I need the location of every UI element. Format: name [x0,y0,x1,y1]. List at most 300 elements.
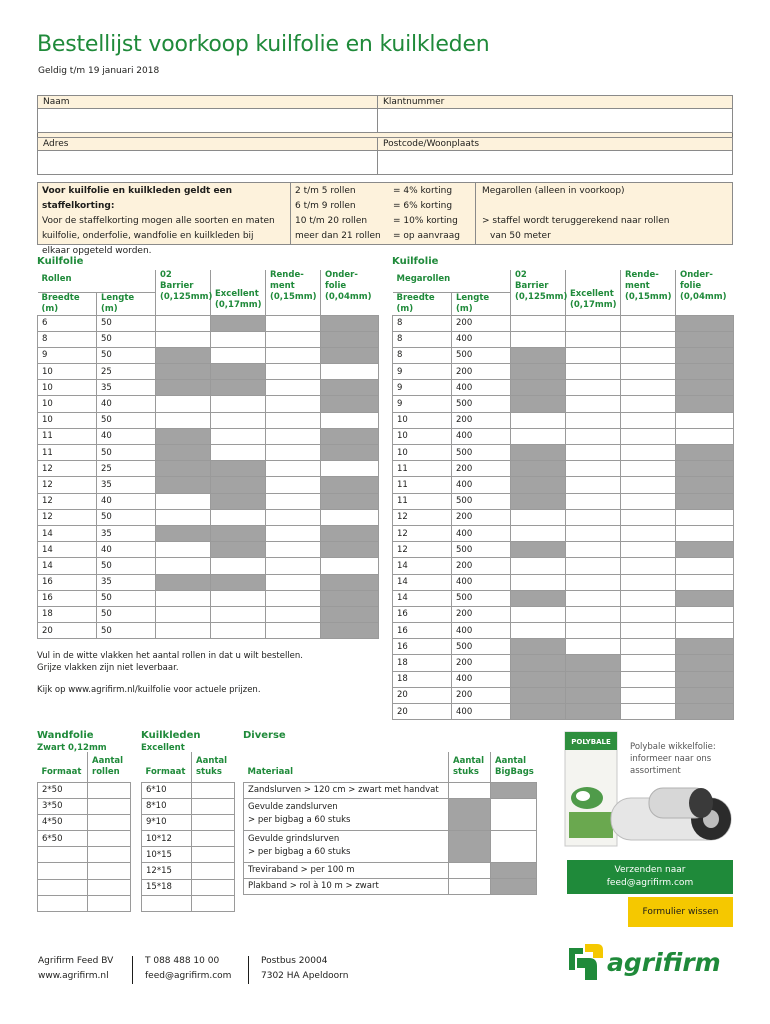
company-email[interactable]: feed@agrifirm.com [145,971,232,981]
quantity-input-cell[interactable] [266,331,321,347]
quantity-input-cell[interactable] [211,347,266,363]
quantity-input-cell[interactable] [676,574,734,590]
postbus: Postbus 20004 [261,956,328,966]
breedte-cell: 16 [393,623,452,639]
quantity-input-cell[interactable] [511,574,566,590]
quantity-input-cell[interactable] [266,477,321,493]
quantity-input-cell[interactable] [621,687,676,703]
quantity-input-cell[interactable] [566,364,621,380]
quantity-input-cell[interactable] [621,525,676,541]
breedte-cell: 16 [38,590,97,606]
breedte-cell: 16 [393,606,452,622]
lengte-cell: 400 [452,380,511,396]
address-field[interactable] [38,151,378,175]
breedte-cell: 11 [393,493,452,509]
unavailable-cell [676,380,734,396]
quantity-input-cell[interactable] [192,814,235,830]
breedte-cell: 9 [393,380,452,396]
quantity-input-cell[interactable] [511,525,566,541]
quantity-input-cell[interactable] [266,380,321,396]
breedte-cell: 12 [38,509,97,525]
quantity-input-cell[interactable] [566,315,621,331]
formaat-cell: 10*15 [142,847,192,863]
quantity-input-cell[interactable] [621,623,676,639]
lengte-cell: 400 [452,525,511,541]
lengte-cell: 500 [452,445,511,461]
quantity-input-cell[interactable] [621,704,676,720]
quantity-input-cell[interactable] [566,477,621,493]
unavailable-cell [511,671,566,687]
quantity-input-cell[interactable] [192,895,235,911]
table-row [393,623,734,639]
quantity-input-cell[interactable] [511,331,566,347]
quantity-input-cell[interactable] [511,509,566,525]
unavailable-cell [211,461,266,477]
formaat-cell: 6*50 [38,831,88,847]
send-email-address: feed@agrifirm.com [606,878,694,888]
quantity-input-cell[interactable] [266,606,321,622]
col-breedte: Breedte (m) [38,292,97,315]
breedte-cell: 14 [38,558,97,574]
quantity-input-cell[interactable] [676,606,734,622]
unavailable-cell [321,445,379,461]
breedte-cell: 11 [38,428,97,444]
lengte-cell: 35 [97,574,156,590]
clear-form-button[interactable]: Formulier wissen [628,897,733,927]
quantity-input-cell[interactable] [621,396,676,412]
quantity-input-cell[interactable] [211,428,266,444]
kuilfolie-rollen-table [37,270,379,639]
breedte-cell: 10 [393,428,452,444]
col-aantal-rollen: Aantal rollen [88,752,131,782]
quantity-input-cell[interactable] [156,623,211,639]
unavailable-cell [321,428,379,444]
quantity-input-cell[interactable] [156,315,211,331]
quantity-input-cell[interactable] [192,879,235,895]
table-row [142,863,235,879]
quantity-input-cell[interactable] [266,347,321,363]
table-row [393,364,734,380]
polybale-caption-3: assortiment [630,766,681,776]
breedte-cell: 8 [38,331,97,347]
quantity-input-cell[interactable] [621,509,676,525]
footer-company [38,954,113,984]
quantity-input-cell[interactable] [621,574,676,590]
diverse-item: Gevulde grindslurven > per bigbag a 60 stuks [244,830,449,862]
lengte-cell: 400 [452,574,511,590]
unavailable-cell [676,590,734,606]
quantity-input-cell[interactable] [566,590,621,606]
unavailable-cell [156,445,211,461]
quantity-input-cell[interactable] [511,558,566,574]
formaat-cell: 4*50 [38,814,88,830]
quantity-input-cell[interactable] [266,623,321,639]
quantity-input-cell[interactable] [566,445,621,461]
validity-date: Geldig t/m 19 januari 2018 [38,66,160,76]
wandfolie-title: Wandfolie [37,730,94,741]
input-cell[interactable] [449,862,491,878]
lengte-cell: 50 [97,445,156,461]
breedte-cell: 14 [393,590,452,606]
quantity-input-cell[interactable] [566,606,621,622]
col-o2-barrier: 02 Barrier (0,125mm) [511,270,566,315]
unavailable-cell [511,542,566,558]
quantity-input-cell[interactable] [88,798,131,814]
quantity-input-cell[interactable] [566,639,621,655]
unavailable-cell [321,574,379,590]
unavailable-cell [676,347,734,363]
quantity-input-cell[interactable] [621,558,676,574]
quantity-input-cell[interactable] [266,542,321,558]
quantity-input-cell[interactable] [266,493,321,509]
quantity-input-cell[interactable] [321,558,379,574]
quantity-input-cell[interactable] [566,509,621,525]
kuilkleden-sub: Excellent [141,743,185,753]
unavailable-cell [511,477,566,493]
formaat-cell: 6*10 [142,782,192,798]
quantity-input-cell[interactable] [621,461,676,477]
table-row [393,331,734,347]
quantity-input-cell[interactable] [511,412,566,428]
unavailable-cell [321,396,379,412]
quantity-input-cell[interactable] [676,428,734,444]
unavailable-cell [566,671,621,687]
quantity-input-cell[interactable] [676,509,734,525]
footer-divider [132,956,133,984]
lengte-cell: 500 [452,493,511,509]
lengte-cell: 50 [97,590,156,606]
megarollen-group-label: Megarollen [393,270,511,292]
quantity-input-cell[interactable] [192,831,235,847]
quantity-input-cell[interactable] [156,412,211,428]
quantity-input-cell[interactable] [621,364,676,380]
diverse-item: Gevulde zandslurven > per bigbag a 60 stuks [244,798,449,830]
quantity-input-cell[interactable] [566,558,621,574]
quantity-input-cell[interactable] [566,623,621,639]
col-aantal-stuks: Aantal stuks [192,752,235,782]
unavailable-cell [511,639,566,655]
input-cell[interactable] [491,830,537,862]
table-row [142,814,235,830]
lengte-cell: 25 [97,461,156,477]
quantity-input-cell[interactable] [321,461,379,477]
polybale-caption [630,741,734,777]
quantity-input-cell[interactable] [621,671,676,687]
unavailable-cell [321,590,379,606]
unavailable-cell [321,380,379,396]
quantity-input-cell[interactable] [156,509,211,525]
quantity-input-cell[interactable] [211,558,266,574]
table-row [142,895,235,911]
name-label: Naam [38,96,378,109]
client-number-field[interactable] [378,109,733,133]
input-cell[interactable] [449,878,491,894]
table-row [38,558,379,574]
unavailable-cell [676,671,734,687]
quantity-input-cell[interactable] [266,558,321,574]
unavailable-cell [676,461,734,477]
quantity-input-cell[interactable] [511,428,566,444]
diverse-table [243,752,537,895]
note-3: Kijk op www.agrifirm.nl/kuilfolie voor actuele prijzen. [37,685,261,695]
diverse-item: Zandslurven > 120 cm > zwart met handvat [244,782,449,798]
quantity-input-cell[interactable] [266,396,321,412]
breedte-cell: 16 [393,639,452,655]
lengte-cell: 35 [97,525,156,541]
lengte-cell: 50 [97,347,156,363]
unavailable-cell [566,655,621,671]
table-row [393,396,734,412]
quantity-input-cell[interactable] [621,542,676,558]
table-row [38,525,379,541]
send-email-button[interactable] [567,860,733,894]
quantity-input-cell[interactable] [211,590,266,606]
breedte-cell: 9 [393,364,452,380]
quantity-input-cell[interactable] [156,558,211,574]
formaat-cell: 15*18 [142,879,192,895]
unavailable-cell [676,331,734,347]
quantity-input-cell[interactable] [156,493,211,509]
lengte-cell: 200 [452,412,511,428]
quantity-input-cell[interactable] [266,428,321,444]
breedte-cell: 11 [393,461,452,477]
quantity-input-cell[interactable] [88,863,131,879]
quantity-input-cell[interactable] [566,380,621,396]
quantity-input-cell[interactable] [88,782,131,798]
table-row [38,445,379,461]
quantity-input-cell[interactable] [211,445,266,461]
quantity-input-cell[interactable] [676,525,734,541]
postcode-field[interactable] [378,151,733,175]
unavailable-cell [676,315,734,331]
breedte-cell: 18 [38,606,97,622]
quantity-input-cell[interactable] [511,315,566,331]
breedte-cell: 14 [393,558,452,574]
quantity-input-cell[interactable] [621,315,676,331]
discount-text-1: Voor de staffelkorting mogen alle soorten en maten [42,216,275,226]
quantity-input-cell[interactable] [156,396,211,412]
wandfolie-sub: Zwart 0,12mm [37,743,107,753]
breedte-cell: 8 [393,331,452,347]
quantity-input-cell[interactable] [621,493,676,509]
table-row [393,445,734,461]
quantity-input-cell[interactable] [566,428,621,444]
breedte-cell: 14 [38,525,97,541]
col-rendement: Rende- ment (0,15mm) [266,270,321,315]
table-row [38,782,131,798]
breedte-cell: 10 [38,364,97,380]
quantity-input-cell[interactable] [566,331,621,347]
col-materiaal: Materiaal [244,752,449,782]
formaat-cell [38,895,88,911]
quantity-input-cell[interactable] [266,525,321,541]
unavailable-cell [511,347,566,363]
company-name: Agrifirm Feed BV [38,956,114,966]
lengte-cell: 35 [97,380,156,396]
breedte-cell: 12 [393,509,452,525]
quantity-input-cell[interactable] [676,412,734,428]
quantity-input-cell[interactable] [621,331,676,347]
quantity-input-cell[interactable] [621,428,676,444]
quantity-input-cell[interactable] [566,347,621,363]
quantity-input-cell[interactable] [266,509,321,525]
quantity-input-cell[interactable] [321,364,379,380]
quantity-input-cell[interactable] [211,623,266,639]
breedte-cell: 11 [393,477,452,493]
quantity-input-cell[interactable] [266,315,321,331]
quantity-input-cell[interactable] [321,509,379,525]
unavailable-cell [676,542,734,558]
quantity-input-cell[interactable] [621,606,676,622]
quantity-input-cell[interactable] [566,412,621,428]
quantity-input-cell[interactable] [621,380,676,396]
unavailable-cell [156,428,211,444]
quantity-input-cell[interactable] [192,847,235,863]
quantity-input-cell[interactable] [266,412,321,428]
col-o2-barrier: 02 Barrier (0,125mm) [156,270,211,315]
unavailable-cell [211,542,266,558]
unavailable-cell [511,493,566,509]
quantity-input-cell[interactable] [211,606,266,622]
unavailable-cell [676,493,734,509]
quantity-input-cell[interactable] [566,493,621,509]
customer-form [37,95,733,175]
table-row [38,574,379,590]
table-row [393,315,734,331]
breedte-cell: 14 [393,574,452,590]
megarollen-note-2: van 50 meter [490,231,551,241]
quantity-input-cell[interactable] [156,542,211,558]
quantity-input-cell[interactable] [156,331,211,347]
diverse-item: Plakband > rol à 10 m > zwart [244,878,449,894]
quantity-input-cell[interactable] [511,606,566,622]
left-table-body [38,315,379,639]
lengte-cell: 500 [452,396,511,412]
quantity-input-cell[interactable] [88,879,131,895]
polybale-box-label: POLYBALE [571,738,611,746]
breedte-cell: 10 [38,380,97,396]
table-row [393,525,734,541]
quantity-input-cell[interactable] [566,542,621,558]
breedte-cell: 10 [393,412,452,428]
quantity-input-cell[interactable] [566,461,621,477]
quantity-input-cell[interactable] [88,847,131,863]
unavailable-cell [321,542,379,558]
quantity-input-cell[interactable] [266,574,321,590]
unavailable-cell [156,461,211,477]
quantity-input-cell[interactable] [321,412,379,428]
breedte-cell: 20 [393,687,452,703]
unavailable-cell [211,574,266,590]
company-website[interactable]: www.agrifirm.nl [38,971,109,981]
lengte-cell: 400 [452,671,511,687]
breedte-cell: 6 [38,315,97,331]
quantity-input-cell[interactable] [192,798,235,814]
input-cell[interactable] [449,782,491,798]
quantity-input-cell[interactable] [676,623,734,639]
quantity-input-cell[interactable] [621,412,676,428]
formaat-cell: 9*10 [142,814,192,830]
quantity-input-cell[interactable] [621,655,676,671]
breedte-cell: 11 [38,445,97,461]
unavailable-cell [676,639,734,655]
unavailable-cell [321,606,379,622]
col-lengte: Lengte (m) [452,292,511,315]
col-onderfolie: Onder- folie (0,04mm) [676,270,734,315]
quantity-input-cell[interactable] [266,461,321,477]
input-cell[interactable] [491,798,537,830]
unavailable-cell [676,477,734,493]
table-row [393,687,734,703]
breedte-cell: 8 [393,347,452,363]
lengte-cell: 200 [452,687,511,703]
lengte-cell: 200 [452,461,511,477]
quantity-input-cell[interactable] [566,396,621,412]
quantity-input-cell[interactable] [156,590,211,606]
quantity-input-cell[interactable] [566,525,621,541]
quantity-input-cell[interactable] [621,445,676,461]
quantity-input-cell[interactable] [266,445,321,461]
quantity-input-cell[interactable] [266,364,321,380]
quantity-input-cell[interactable] [156,606,211,622]
quantity-input-cell[interactable] [88,831,131,847]
discount-1: = 4% korting [393,186,453,196]
tier-2: 6 t/m 9 rollen [295,201,356,211]
unavailable-cell [511,687,566,703]
unavailable-cell [676,687,734,703]
quantity-input-cell[interactable] [621,639,676,655]
col-onderfolie: Onder- folie (0,04mm) [321,270,379,315]
lengte-cell: 50 [97,331,156,347]
lengte-cell: 40 [97,493,156,509]
unavailable-cell [566,687,621,703]
quantity-input-cell[interactable] [211,412,266,428]
unavailable-cell [211,477,266,493]
lengte-cell: 400 [452,623,511,639]
lengte-cell: 40 [97,542,156,558]
name-field[interactable] [38,109,378,133]
quantity-input-cell[interactable] [88,814,131,830]
quantity-input-cell[interactable] [266,590,321,606]
quantity-input-cell[interactable] [621,477,676,493]
quantity-input-cell[interactable] [192,782,235,798]
quantity-input-cell[interactable] [511,623,566,639]
quantity-input-cell[interactable] [621,347,676,363]
footer-address [261,954,348,984]
quantity-input-cell[interactable] [211,331,266,347]
quantity-input-cell[interactable] [211,396,266,412]
quantity-input-cell[interactable] [192,863,235,879]
formaat-cell: 8*10 [142,798,192,814]
table-row [393,380,734,396]
quantity-input-cell[interactable] [566,574,621,590]
quantity-input-cell[interactable] [211,509,266,525]
unavailable-cell [491,862,537,878]
quantity-input-cell[interactable] [88,895,131,911]
megarollen-label: Megarollen (alleen in voorkoop) [482,186,625,196]
table-row [38,364,379,380]
wandfolie-table [37,752,131,912]
unavailable-cell [676,396,734,412]
table-row [38,493,379,509]
unavailable-cell [491,782,537,798]
lengte-cell: 200 [452,509,511,525]
quantity-input-cell[interactable] [621,590,676,606]
table-row [393,477,734,493]
table-row [38,798,131,814]
formaat-cell [38,847,88,863]
quantity-input-cell[interactable] [676,558,734,574]
